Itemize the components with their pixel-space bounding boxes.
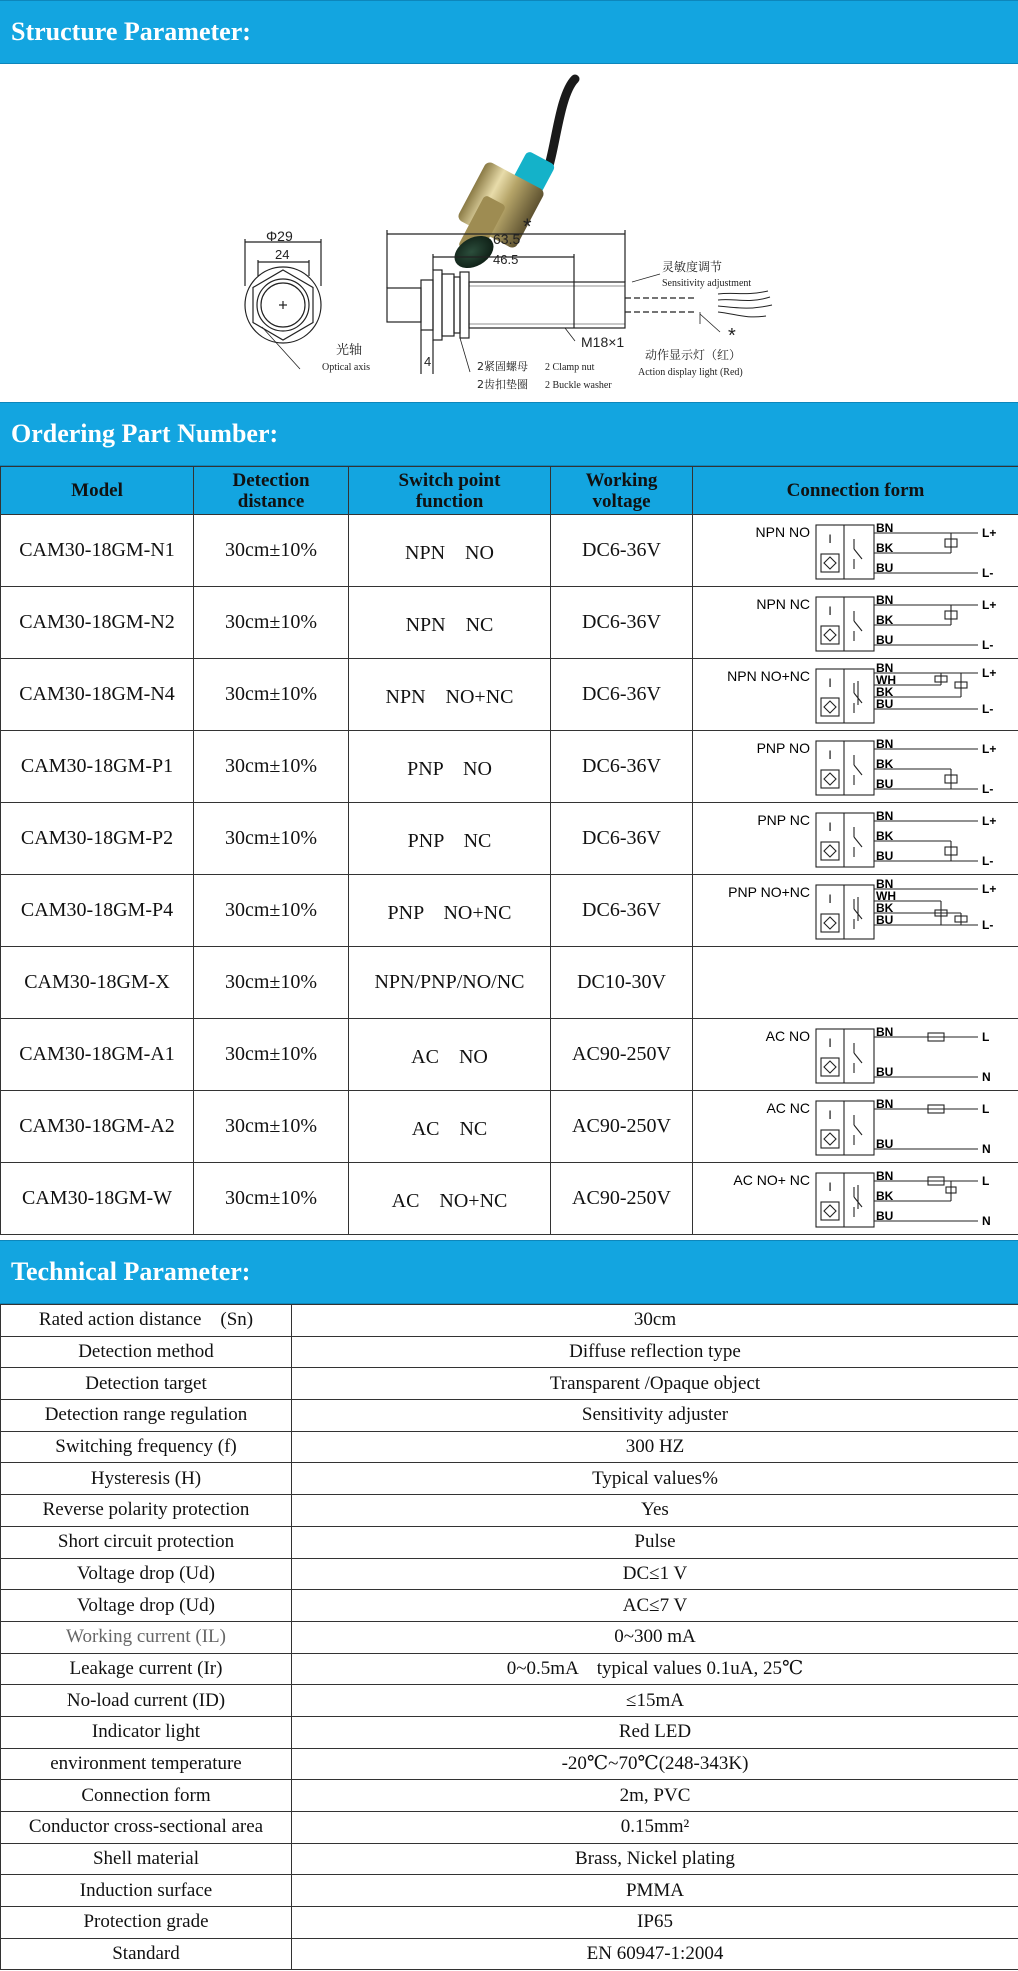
technical-value: Yes — [292, 1495, 1018, 1527]
ordering-table — [0, 466, 1018, 1235]
asterisk-cable: * — [728, 325, 736, 347]
ordering-row — [1, 1163, 1018, 1235]
supply-bottom-label: N — [981, 1141, 991, 1156]
clamp-nut-cn: 2紧固螺母 — [477, 360, 528, 373]
ordering-cell-model: CAM30-18GM-N4 — [1, 659, 194, 731]
ordering-cell-connection — [693, 1019, 1018, 1091]
ordering-cell-distance: 30cm±10% — [194, 875, 349, 947]
ordering-row — [1, 803, 1018, 875]
wiring-type-label: PNP NC — [756, 811, 810, 828]
wire-bu-label: BU — [875, 632, 893, 647]
technical-label: Short circuit protection — [1, 1526, 292, 1558]
col-connection-form: Connection form — [693, 467, 1018, 515]
ordering-cell-connection — [693, 731, 1018, 803]
ordering-cell-function: AC NO — [349, 1019, 551, 1091]
wiring-type-label: AC NO — [765, 1027, 810, 1044]
sensor-icon-i: I — [827, 531, 832, 546]
technical-value: 0~0.5mA typical values 0.1uA, 25℃ — [292, 1653, 1018, 1685]
technical-row — [1, 1748, 1018, 1780]
ordering-cell-voltage: DC6-36V — [551, 803, 693, 875]
wiring-diagram — [706, 735, 1006, 799]
technical-label: environment temperature — [1, 1748, 292, 1780]
technical-row — [1, 1336, 1018, 1368]
ordering-cell-distance: 30cm±10% — [194, 587, 349, 659]
ordering-cell-function: PNP NO — [349, 731, 551, 803]
supply-bottom-label: N — [981, 1069, 991, 1084]
ordering-row — [1, 659, 1018, 731]
ordering-row — [1, 1091, 1018, 1163]
technical-label: Switching frequency (f) — [1, 1431, 292, 1463]
wiring-diagram — [706, 1167, 1006, 1231]
technical-label: Indicator light — [1, 1716, 292, 1748]
technical-row — [1, 1431, 1018, 1463]
technical-row — [1, 1843, 1018, 1875]
technical-row — [1, 1653, 1018, 1685]
ordering-cell-connection — [693, 803, 1018, 875]
wire-bn-label: BN — [875, 1168, 893, 1183]
ordering-cell-function: PNP NO+NC — [349, 875, 551, 947]
supply-bottom-label: L- — [981, 781, 993, 796]
technical-row — [1, 1812, 1018, 1844]
wiring-diagram — [706, 879, 1006, 943]
dim-diameter: Φ29 — [266, 228, 293, 244]
wiring-type-label: NPN NC — [755, 595, 810, 612]
sensitivity-cn: 灵敏度调节 — [662, 260, 723, 274]
display-light-en: Action display light (Red) — [638, 367, 743, 378]
technical-value: Typical values% — [292, 1463, 1018, 1495]
ordering-cell-distance: 30cm±10% — [194, 1163, 349, 1235]
ordering-cell-distance: 30cm±10% — [194, 515, 349, 587]
supply-top-label: L+ — [981, 813, 996, 828]
ordering-cell-voltage: AC90-250V — [551, 1091, 693, 1163]
technical-parameter-header — [0, 1240, 1018, 1304]
ordering-part-number-header — [0, 402, 1018, 466]
wiring-diagram — [706, 591, 1006, 655]
sensor-icon-i: I — [827, 1035, 832, 1050]
technical-label: Hysteresis (H) — [1, 1463, 292, 1495]
ordering-cell-voltage: DC6-36V — [551, 587, 693, 659]
technical-value: Red LED — [292, 1716, 1018, 1748]
technical-row — [1, 1558, 1018, 1590]
ordering-cell-connection — [693, 875, 1018, 947]
wire-bn-label: BN — [875, 520, 893, 535]
ordering-row — [1, 587, 1018, 659]
supply-bottom-label: L- — [981, 853, 993, 868]
ordering-cell-distance: 30cm±10% — [194, 947, 349, 1019]
wire-bu-label: BU — [875, 1064, 893, 1079]
ordering-cell-voltage: AC90-250V — [551, 1163, 693, 1235]
wire-bu-label: BU — [875, 848, 893, 863]
asterisk-top: * — [523, 214, 532, 239]
technical-row — [1, 1590, 1018, 1622]
ordering-cell-connection — [693, 1163, 1018, 1235]
wiring-diagram — [706, 1023, 1006, 1087]
ordering-cell-connection — [693, 659, 1018, 731]
technical-value: 30cm — [292, 1305, 1018, 1337]
supply-top-label: L+ — [981, 881, 996, 896]
wiring-type-label: AC NO+ NC — [732, 1171, 810, 1188]
technical-label: Protection grade — [1, 1907, 292, 1939]
structure-parameter-title: Structure Parameter: — [11, 17, 251, 46]
technical-label: Reverse polarity protection — [1, 1495, 292, 1527]
ordering-row — [1, 515, 1018, 587]
sensor-icon-i: I — [827, 747, 832, 762]
wiring-type-label: PNP NO — [756, 739, 810, 756]
wiring-type-label: AC NC — [765, 1099, 810, 1116]
technical-label: No-load current (ID) — [1, 1685, 292, 1717]
ordering-cell-voltage: DC6-36V — [551, 875, 693, 947]
technical-row — [1, 1780, 1018, 1812]
sensor-dimension-drawing — [0, 64, 1018, 402]
buckle-washer-en: 2 Buckle washer — [545, 380, 612, 391]
dim-63-5: 63.5 — [493, 231, 521, 247]
col-model: Model — [1, 467, 194, 515]
ordering-row — [1, 1019, 1018, 1091]
technical-parameter-title: Technical Parameter: — [11, 1257, 251, 1286]
technical-value: ≤15mA — [292, 1685, 1018, 1717]
wire-wh-label: WH — [875, 888, 896, 903]
technical-value: 300 HZ — [292, 1431, 1018, 1463]
technical-value: EN 60947-1:2004 — [292, 1938, 1018, 1970]
ordering-cell-function: NPN NC — [349, 587, 551, 659]
technical-label: Induction surface — [1, 1875, 292, 1907]
sensor-icon-i: I — [827, 1179, 832, 1194]
ordering-cell-model: CAM30-18GM-N2 — [1, 587, 194, 659]
technical-row — [1, 1685, 1018, 1717]
optical-axis-en: Optical axis — [322, 362, 371, 373]
ordering-cell-distance: 30cm±10% — [194, 803, 349, 875]
ordering-row — [1, 947, 1018, 1019]
wire-bn-label: BN — [875, 592, 893, 607]
technical-value: IP65 — [292, 1907, 1018, 1939]
ordering-cell-distance: 30cm±10% — [194, 659, 349, 731]
wiring-diagram — [706, 519, 1006, 583]
wire-bk-label: BK — [875, 828, 893, 843]
technical-label: Detection method — [1, 1336, 292, 1368]
wire-bn-label: BN — [875, 878, 893, 891]
sensor-icon-i: I — [827, 819, 832, 834]
ordering-cell-connection — [693, 515, 1018, 587]
ordering-cell-distance: 30cm±10% — [194, 1019, 349, 1091]
ordering-cell-function: AC NC — [349, 1091, 551, 1163]
technical-value: 0.15mm² — [292, 1812, 1018, 1844]
wiring-diagram — [706, 1095, 1006, 1159]
supply-top-label: L — [981, 1173, 989, 1188]
technical-label: Voltage drop (Ud) — [1, 1590, 292, 1622]
sensor-icon-i: I — [827, 603, 832, 618]
technical-value: 0~300 mA — [292, 1621, 1018, 1653]
ordering-header-row — [1, 467, 1018, 515]
supply-top-label: L+ — [981, 741, 996, 756]
col-switch-function: Switch point function — [349, 467, 551, 515]
supply-bottom-label: L- — [981, 917, 993, 932]
clamp-nut-en: 2 Clamp nut — [545, 362, 595, 373]
col-working-voltage: Working voltage — [551, 467, 693, 515]
supply-bottom-label: L- — [981, 565, 993, 580]
technical-row — [1, 1305, 1018, 1337]
ordering-cell-voltage: AC90-250V — [551, 1019, 693, 1091]
ordering-cell-distance: 30cm±10% — [194, 731, 349, 803]
sensor-icon-i: I — [827, 675, 832, 690]
dim-24: 24 — [275, 247, 290, 262]
technical-label: Detection target — [1, 1368, 292, 1400]
technical-row — [1, 1621, 1018, 1653]
ordering-cell-connection — [693, 587, 1018, 659]
ordering-cell-function: PNP NC — [349, 803, 551, 875]
technical-row — [1, 1526, 1018, 1558]
technical-value: AC≤7 V — [292, 1590, 1018, 1622]
technical-row — [1, 1368, 1018, 1400]
wire-bn-label: BN — [875, 1024, 893, 1039]
sensitivity-en: Sensitivity adjustment — [662, 278, 752, 289]
ordering-cell-voltage: DC10-30V — [551, 947, 693, 1019]
technical-row — [1, 1875, 1018, 1907]
technical-label: Shell material — [1, 1843, 292, 1875]
wiring-diagram — [706, 807, 1006, 871]
wire-bk-label: BK — [875, 900, 893, 915]
technical-value: Diffuse reflection type — [292, 1336, 1018, 1368]
technical-value: Brass, Nickel plating — [292, 1843, 1018, 1875]
ordering-cell-function: NPN NO — [349, 515, 551, 587]
supply-top-label: L+ — [981, 597, 996, 612]
ordering-row — [1, 875, 1018, 947]
technical-label: Connection form — [1, 1780, 292, 1812]
technical-table — [0, 1304, 1018, 1970]
supply-top-label: L+ — [981, 665, 996, 680]
optical-axis-cn: 光轴 — [336, 343, 363, 358]
sensor-icon-i: I — [827, 891, 832, 906]
technical-label: Working current (IL) — [1, 1621, 292, 1653]
technical-label: Conductor cross-sectional area — [1, 1812, 292, 1844]
supply-top-label: L — [981, 1029, 989, 1044]
wire-bk-label: BK — [875, 612, 893, 627]
col-detection-distance: Detection distance — [194, 467, 349, 515]
ordering-cell-voltage: DC6-36V — [551, 659, 693, 731]
wire-bu-label: BU — [875, 776, 893, 791]
wire-bn-label: BN — [875, 1096, 893, 1111]
sensor-icon-i: I — [827, 1107, 832, 1122]
technical-value: 2m, PVC — [292, 1780, 1018, 1812]
dim-4: 4 — [424, 354, 432, 369]
ordering-cell-function: AC NO+NC — [349, 1163, 551, 1235]
wire-bn-label: BN — [875, 808, 893, 823]
display-light-cn: 动作显示灯（红） — [645, 348, 742, 362]
wire-bu-label: BU — [875, 1136, 893, 1151]
ordering-cell-model: CAM30-18GM-N1 — [1, 515, 194, 587]
wiring-diagram — [706, 663, 1006, 727]
technical-value: Transparent /Opaque object — [292, 1368, 1018, 1400]
technical-value: DC≤1 V — [292, 1558, 1018, 1590]
supply-top-label: L — [981, 1101, 989, 1116]
wire-wh-label: WH — [875, 672, 896, 687]
thread-spec: M18×1 — [581, 334, 625, 350]
ordering-cell-function: NPN NO+NC — [349, 659, 551, 731]
wire-bn-label: BN — [875, 736, 893, 751]
ordering-cell-model: CAM30-18GM-P1 — [1, 731, 194, 803]
technical-label: Standard — [1, 1938, 292, 1970]
ordering-cell-model: CAM30-18GM-W — [1, 1163, 194, 1235]
ordering-cell-model: CAM30-18GM-A2 — [1, 1091, 194, 1163]
supply-top-label: L+ — [981, 525, 996, 540]
ordering-cell-connection — [693, 1091, 1018, 1163]
ordering-cell-function: NPN/PNP/NO/NC — [349, 947, 551, 1019]
technical-value: PMMA — [292, 1875, 1018, 1907]
ordering-cell-model: CAM30-18GM-X — [1, 947, 194, 1019]
ordering-cell-model: CAM30-18GM-P4 — [1, 875, 194, 947]
technical-row — [1, 1716, 1018, 1748]
technical-value: Pulse — [292, 1526, 1018, 1558]
technical-row — [1, 1907, 1018, 1939]
ordering-cell-distance: 30cm±10% — [194, 1091, 349, 1163]
dim-46-5: 46.5 — [493, 252, 519, 267]
technical-label: Rated action distance (Sn) — [1, 1305, 292, 1337]
technical-label: Leakage current (Ir) — [1, 1653, 292, 1685]
wire-bu-label: BU — [875, 696, 893, 711]
technical-value: -20℃~70℃(248-343K) — [292, 1748, 1018, 1780]
wire-bu-label: BU — [875, 912, 893, 927]
wire-bn-label: BN — [875, 662, 893, 675]
wire-bk-label: BK — [875, 684, 893, 699]
wire-bk-label: BK — [875, 540, 893, 555]
wire-bk-label: BK — [875, 1188, 893, 1203]
supply-bottom-label: L- — [981, 637, 993, 652]
ordering-cell-voltage: DC6-36V — [551, 515, 693, 587]
ordering-row — [1, 731, 1018, 803]
ordering-cell-connection — [693, 947, 1018, 1019]
buckle-washer-cn: 2齿扣垫圈 — [477, 378, 528, 391]
structure-parameter-header — [0, 0, 1018, 64]
ordering-cell-voltage: DC6-36V — [551, 731, 693, 803]
ordering-cell-model: CAM30-18GM-A1 — [1, 1019, 194, 1091]
technical-label: Voltage drop (Ud) — [1, 1558, 292, 1590]
technical-row — [1, 1463, 1018, 1495]
technical-row — [1, 1938, 1018, 1970]
wiring-type-label: NPN NO+NC — [726, 667, 810, 684]
wiring-type-label: PNP NO+NC — [727, 883, 810, 900]
wire-bu-label: BU — [875, 1208, 893, 1223]
technical-row — [1, 1400, 1018, 1432]
wire-bk-label: BK — [875, 756, 893, 771]
technical-label: Detection range regulation — [1, 1400, 292, 1432]
technical-value: Sensitivity adjuster — [292, 1400, 1018, 1432]
supply-bottom-label: N — [981, 1213, 991, 1228]
wiring-type-label: NPN NO — [755, 523, 810, 540]
ordering-cell-model: CAM30-18GM-P2 — [1, 803, 194, 875]
ordering-part-number-title: Ordering Part Number: — [11, 419, 279, 448]
wire-bu-label: BU — [875, 560, 893, 575]
technical-row — [1, 1495, 1018, 1527]
supply-bottom-label: L- — [981, 701, 993, 716]
structure-drawing — [0, 64, 1018, 402]
